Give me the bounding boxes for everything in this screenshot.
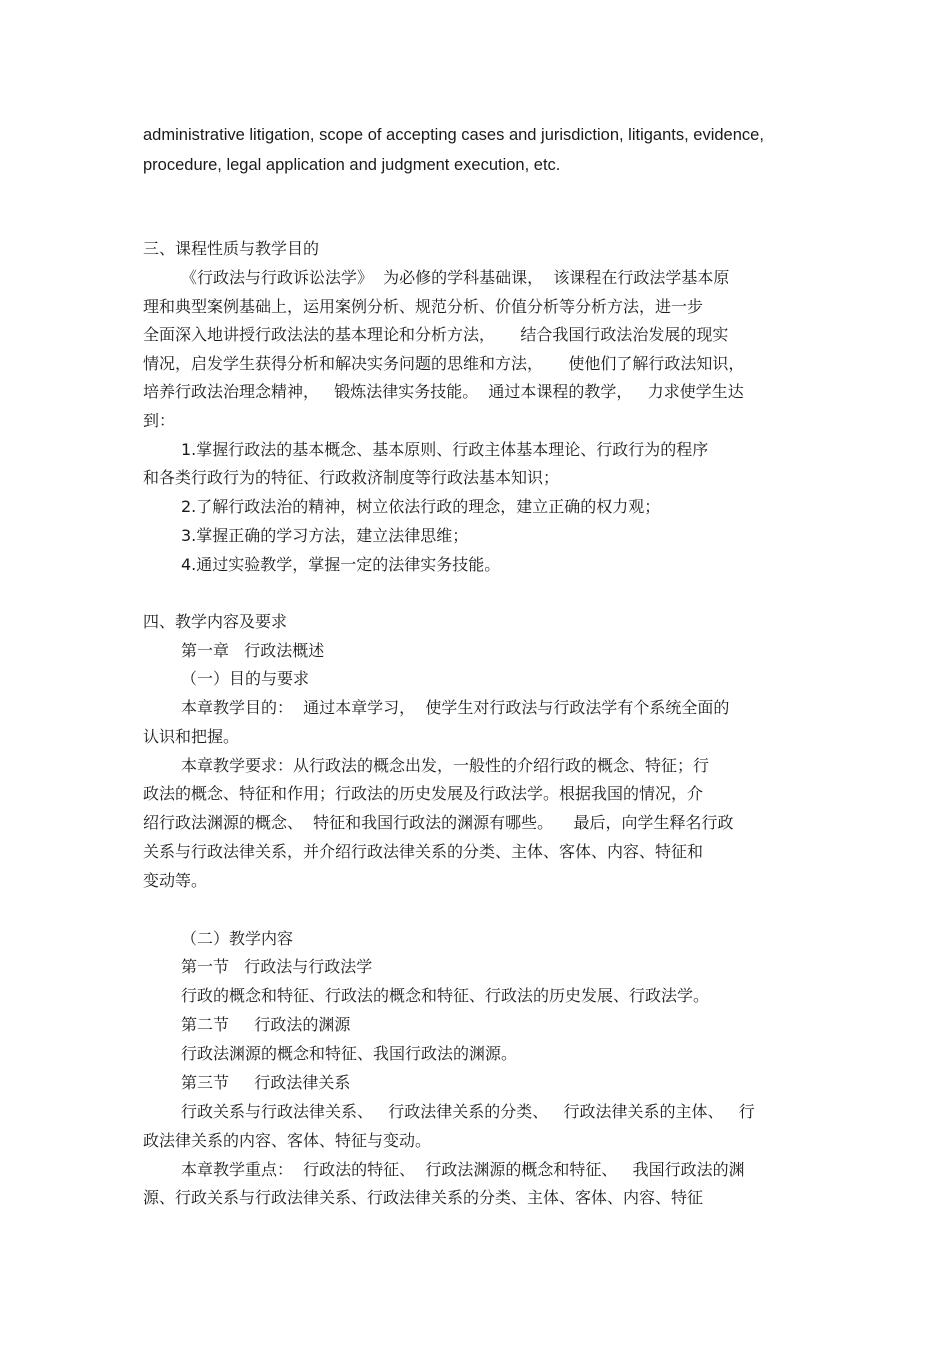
- section-title: 第二节 行政法的渊源: [181, 1015, 351, 1034]
- chapter-title: 第一章 行政法概述: [181, 641, 325, 660]
- subsection-heading: （一）目的与要求: [181, 669, 310, 688]
- goal-item: 和各类行政行为的特征、行政救济制度等行政法基本知识；: [143, 468, 560, 487]
- paragraph-line: 全面深入地讲授行政法法的基本理论和分析方法， 结合我国行政法治发展的现实: [143, 325, 729, 344]
- paragraph-line: 本章教学重点： 行政法的特征、 行政法渊源的概念和特征、 我国行政法的渊: [181, 1160, 745, 1179]
- paragraph-line: 到：: [143, 411, 176, 430]
- section-title: 第一节 行政法与行政法学: [181, 957, 373, 976]
- paragraph-line: 本章教学要求：从行政法的概念出发，一般性的介绍行政的概念、特征；行: [181, 756, 710, 775]
- goal-item: 1.掌握行政法的基本概念、基本原则、行政主体基本理论、行政行为的程序: [181, 440, 709, 459]
- paragraph-line: 情况，启发学生获得分析和解决实务问题的思维和方法， 使他们了解行政法知识，: [143, 354, 745, 373]
- paragraph-line: 培养行政法治理念精神， 锻炼法律实务技能。 通过本课程的教学， 力求使学生达: [143, 382, 744, 401]
- paragraph-line: 变动等。: [143, 871, 208, 890]
- paragraph-line: 行政关系与行政法律关系、 行政法律关系的分类、 行政法律关系的主体、 行: [181, 1102, 755, 1121]
- paragraph-line: 《行政法与行政诉讼法学》 为必修的学科基础课， 该课程在行政法学基本原: [181, 268, 730, 287]
- paragraph-line: 认识和把握。: [143, 727, 240, 746]
- goal-item: 3.掌握正确的学习方法，建立法律思维；: [181, 526, 469, 545]
- paragraph-line: 政法的概念、特征和作用；行政法的历史发展及行政法学。根据我国的情况，介: [143, 784, 704, 803]
- paragraph-line: 关系与行政法律关系，并介绍行政法律关系的分类、主体、客体、内容、特征和: [143, 842, 704, 861]
- intro-line: administrative litigation, scope of accepting cases and jurisdiction, litigants, evidence,: [143, 126, 764, 144]
- section-title: 第三节 行政法律关系: [181, 1073, 351, 1092]
- intro-line: procedure, legal application and judgment execution, etc.: [143, 156, 561, 174]
- subsection-heading: （二）教学内容: [181, 929, 294, 948]
- paragraph-line: 政法律关系的内容、客体、特征与变动。: [143, 1131, 432, 1150]
- goal-item: 4.通过实验教学，掌握一定的法律实务技能。: [181, 555, 501, 574]
- paragraph-line: 绍行政法渊源的概念、 特征和我国行政法的渊源有哪些。 最后，向学生释名行政: [143, 813, 734, 832]
- paragraph-line: 行政的概念和特征、行政法的概念和特征、行政法的历史发展、行政法学。: [181, 986, 710, 1005]
- paragraph-line: 理和典型案例基础上，运用案例分析、规范分析、价值分析等分析方法，进一步: [143, 297, 704, 316]
- paragraph-line: 行政法渊源的概念和特征、我国行政法的渊源。: [181, 1044, 518, 1063]
- section-heading: 三、课程性质与教学目的: [143, 239, 320, 258]
- section-heading: 四、教学内容及要求: [143, 612, 288, 631]
- paragraph-line: 本章教学目的： 通过本章学习， 使学生对行政法与行政法学有个系统全面的: [181, 698, 730, 717]
- goal-item: 2.了解行政法治的精神，树立依法行政的理念，建立正确的权力观；: [181, 497, 661, 516]
- paragraph-line: 源、行政关系与行政法律关系、行政法律关系的分类、主体、客体、内容、特征: [143, 1188, 704, 1207]
